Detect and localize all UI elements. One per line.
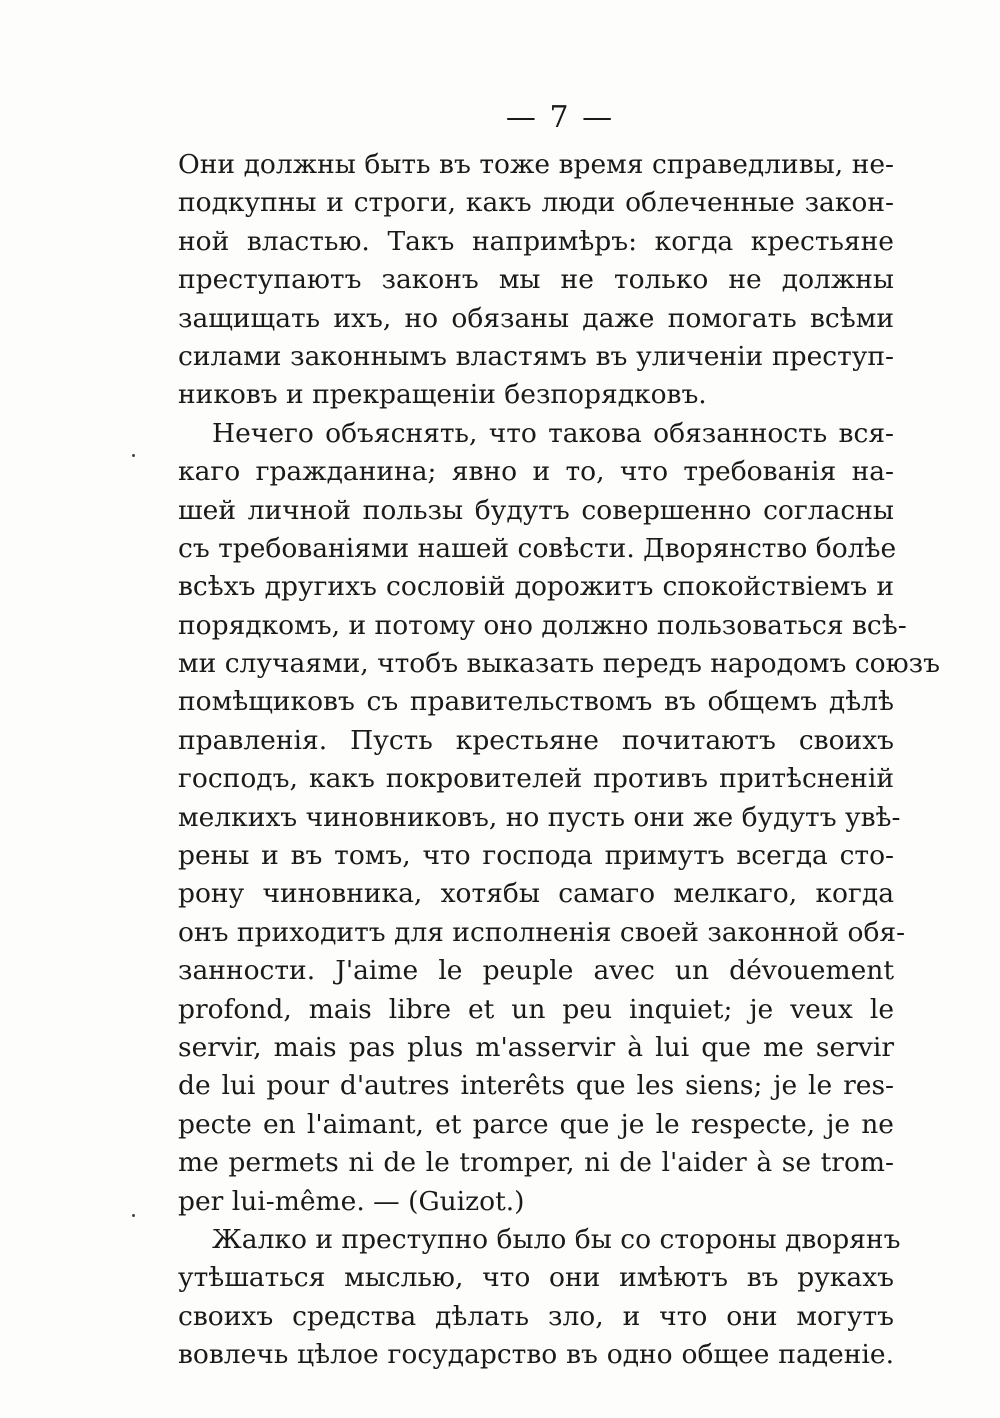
- text-line: силами законнымъ властямъ въ уличенiи преступ-: [178, 340, 894, 372]
- text-line: de lui pour d'autres interêts que les siens; je le res-: [178, 1070, 894, 1102]
- text-line: всѣхъ другихъ сословiй дорожитъ спокойствiемъ и: [178, 571, 894, 603]
- text-line: рены и въ томъ, что господа примутъ всегда сто-: [178, 840, 894, 872]
- text-line: порядкомъ, и потому оно должно пользоваться всѣ-: [178, 609, 907, 641]
- text-line: занности. J'aime le peuple avec un dévouement: [178, 955, 894, 987]
- text-line: Жалко и преступно было бы со стороны дворянъ: [212, 1223, 901, 1255]
- text-line: онъ приходитъ для исполненiя своей законной обя-: [178, 916, 906, 948]
- text-line: мелкихъ чиновниковъ, но пусть они же будутъ увѣ-: [178, 801, 901, 833]
- text-line: вовлечь цѣлое государство въ одно общее паденiе.: [178, 1339, 894, 1371]
- text-line: ми случаями, чтобъ выказать передъ народомъ союзъ: [178, 648, 940, 680]
- text-line: съ требованiями нашей совѣсти. Дворянство болѣе: [178, 532, 897, 564]
- text-line: каго гражданина; явно и то, что требованiя на-: [178, 456, 894, 488]
- text-line: правленiя. Пусть крестьяне почитаютъ своихъ: [178, 724, 894, 756]
- text-line: господъ, какъ покровителей противъ притѣсненiй: [178, 763, 894, 795]
- text-line: защищать ихъ, но обязаны даже помогать всѣми: [178, 302, 894, 334]
- text-line: ной властью. Такъ напримѣръ: когда крестьяне: [178, 225, 894, 257]
- text-line: Нечего объяснять, что такова обязанность вся-: [212, 417, 894, 449]
- body-text: [178, 146, 940, 1375]
- text-line: рону чиновника, хотябы самаго мелкаго, когда: [178, 878, 894, 910]
- text-line: никовъ и прекращенiи безпорядковъ.: [178, 379, 707, 411]
- page-number: — 7 —: [505, 100, 615, 135]
- text-line: подкупны и строги, какъ люди облеченные закон-: [178, 187, 894, 219]
- print-speck: [132, 1214, 135, 1217]
- text-line: шей личной пользы будутъ совершенно согласны: [178, 494, 894, 526]
- print-speck: [132, 454, 135, 457]
- text-line: per lui-même. — (Guizot.): [178, 1185, 525, 1217]
- text-line: servir, mais pas plus m'asservir à lui que me servir: [178, 1031, 894, 1063]
- text-line: помѣщиковъ съ правительствомъ въ общемъ дѣлѣ: [178, 686, 894, 718]
- text-line: profond, mais libre et un peu inquiet; je veux le: [178, 993, 894, 1025]
- text-line: преступаютъ законъ мы не только не должны: [178, 264, 894, 296]
- text-line: pecte en l'aimant, et parce que je le respecte, je ne: [178, 1108, 894, 1140]
- text-line: me permets ni de le tromper, ni de l'aider à se trom-: [178, 1147, 894, 1179]
- text-line: утѣшаться мыслью, что они имѣютъ въ рукахъ: [178, 1262, 894, 1294]
- text-line: Они должны быть въ тоже время справедливы, не-: [178, 149, 894, 180]
- text-line: своихъ средства дѣлать зло, и что они могутъ: [178, 1300, 894, 1332]
